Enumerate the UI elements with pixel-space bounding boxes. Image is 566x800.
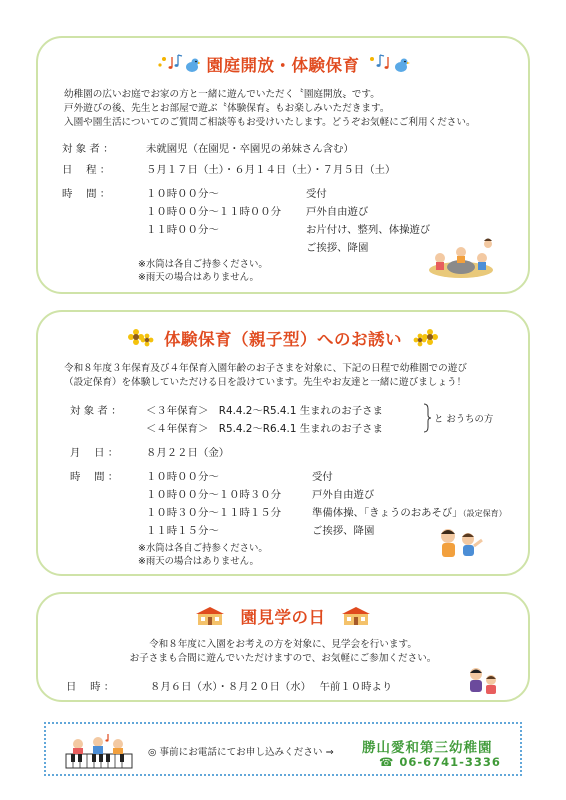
bird-music-icon — [156, 51, 200, 77]
trial-childcare-title-row — [38, 326, 528, 350]
open-garden-section — [36, 36, 530, 294]
school-building-icon — [340, 606, 372, 626]
brace-icon — [422, 403, 432, 433]
school-building-icon — [194, 606, 226, 626]
schedule-activity-note: （設定保育） — [462, 509, 507, 518]
intro-line: 入園や園生活についてのご質問ご相談等もお受けいたします。どうぞお気軽にご利用ください。 — [64, 117, 476, 128]
intro-line: 戸外遊びの後、先生とお部屋で遊ぶ〝体験保育〟もお楽しみいただきます。 — [64, 103, 390, 114]
call-instruction: ◎ 事前にお電話にてお申し込みください ⇒ — [148, 747, 334, 758]
schedule-time: １０時００分～ — [146, 188, 219, 200]
schedule-activity: 戸外自由遊び — [306, 206, 369, 218]
trial-childcare-intro — [64, 362, 510, 390]
visit-date-value: ８月６日（水）・８月２０日（水） 午前１０時より — [150, 681, 393, 693]
open-garden-title-row — [38, 51, 528, 77]
target-label: 対 象 者 ： — [62, 143, 114, 155]
open-garden-title: 園庭開放・体験保育 — [206, 56, 360, 75]
dates-value: ５月１７日（土）・６月１４日（土）・７月５日（土） — [146, 164, 396, 176]
children-playing-illustration — [426, 236, 496, 280]
target-value: 未就園児（在園児・卒園児の弟妹さん含む） — [146, 143, 354, 155]
schedule-activity: 戸外自由遊び — [312, 489, 375, 501]
note-line: ※雨天の場合はありません。 — [138, 556, 259, 567]
school-visit-section — [36, 592, 530, 702]
schedule-activity-row — [312, 504, 507, 519]
intro-line: 令和８年度に入園をお考えの方を対象に、見学会を行います。 — [149, 639, 417, 650]
intro-line: （設定保育）を体験していただける日を設けています。先生やお友達と一緒に遊びましょう！ — [64, 377, 467, 388]
school-visit-title-row — [38, 604, 528, 628]
target-3year: ＜３年保育＞ R4.4.2～R5.4.1 生まれのお子さま — [146, 405, 383, 417]
school-visit-intro — [38, 638, 528, 666]
schedule-time: １０時００分～１０時３０分 — [146, 489, 282, 501]
schedule-time: １０時００分～１１時００分 — [146, 206, 282, 218]
parent-child-illustration — [434, 524, 486, 564]
phone-number[interactable]: ☎ 06-6741-3336 — [379, 755, 501, 769]
target-label: 対 象 者 ： — [70, 405, 122, 417]
schedule-time: １１時１５分～ — [146, 525, 219, 537]
target-4year: ＜４年保育＞ R5.4.2～R6.4.1 生まれのお子さま — [146, 423, 383, 435]
note-line: ※水筒は各自ご持参ください。 — [138, 543, 268, 554]
piano-kids-illustration — [64, 730, 134, 772]
schedule-activity: 受付 — [312, 471, 333, 483]
schedule-time: １０時３０分～１１時１５分 — [146, 507, 282, 519]
intro-line: お子さまも合間に遊んでいただけますので、お気軽にご参加ください。 — [129, 653, 437, 664]
trial-childcare-title: 体験保育（親子型）へのお誘い — [164, 330, 402, 349]
time-label: 時 間 ： — [62, 188, 111, 200]
sunflower-icon — [412, 327, 438, 349]
schedule-activity: 準備体操、「きょうのおあそび」 — [312, 507, 463, 519]
dates-label: 日 程 ： — [62, 164, 111, 176]
schedule-activity: ご挨拶、降園 — [312, 525, 375, 537]
schedule-time: １０時００分～ — [146, 471, 219, 483]
contact-footer — [44, 722, 522, 776]
intro-line: 令和８年度３年保育及び４年保育入園年齢のお子さまを対象に、下記の日程で幼稚園での遊び — [64, 363, 467, 374]
schedule-activity: お片付け、整列、体操遊び — [306, 224, 431, 236]
intro-line: 幼稚園の広いお庭でお家の方と一緒に遊んでいただく〝園庭開放〟です。 — [64, 89, 380, 100]
school-visit-title: 園見学の日 — [240, 608, 326, 627]
open-garden-intro — [64, 88, 510, 130]
notes — [138, 258, 268, 284]
trial-childcare-section — [36, 310, 530, 576]
teacher-child-illustration — [466, 666, 500, 696]
note-line: ※雨天の場合はありません。 — [138, 272, 259, 283]
target-suffix: と おうちの方 — [434, 414, 494, 425]
schedule-time: １１時００分～ — [146, 224, 219, 236]
bird-music-icon — [366, 51, 410, 77]
time-label: 時 間 ： — [70, 471, 119, 483]
schedule-activity: 受付 — [306, 188, 327, 200]
date-label: 月 日 ： — [70, 447, 119, 459]
sunflower-icon — [128, 327, 154, 349]
schedule-activity: ご挨拶、降園 — [306, 242, 369, 254]
notes — [138, 542, 268, 568]
date-value: ８月２２日（金） — [146, 447, 230, 459]
visit-date-label: 日 時 ： — [66, 681, 115, 693]
note-line: ※水筒は各自ご持参ください。 — [138, 259, 268, 270]
school-name: 勝山愛和第三幼稚園 — [362, 740, 493, 756]
